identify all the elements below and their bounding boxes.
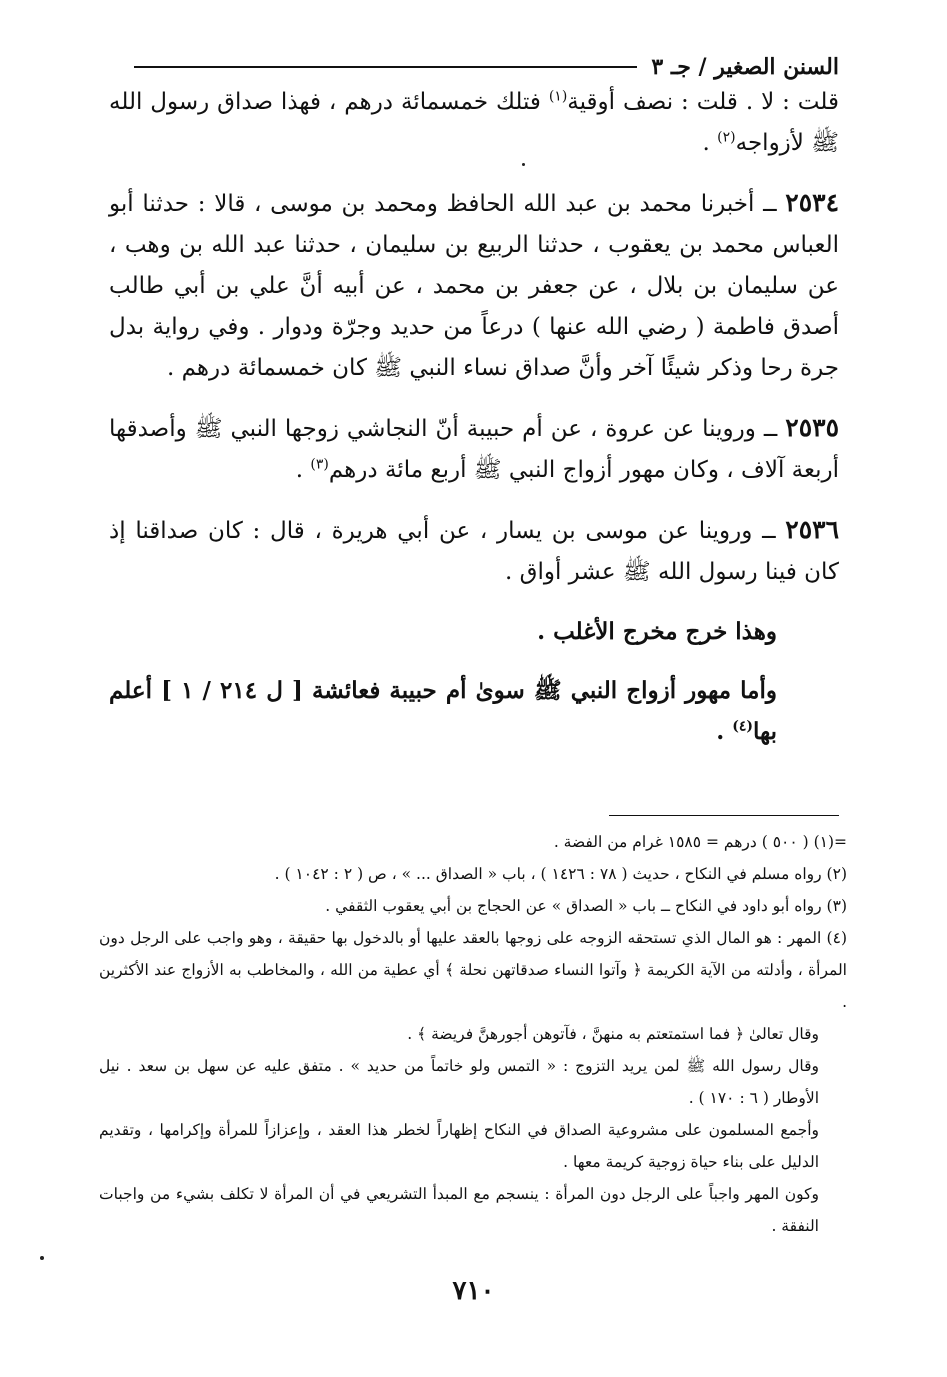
hadith-text: ــ وروينا عن عروة ، عن أم حبيبة أنّ النجاشي زوجها النبي ﷺ وأصدقها أربعة آلاف ، وكان مهور أزواج النبي ﷺ أربع مائة درهم bbox=[109, 416, 839, 483]
header-rule bbox=[134, 66, 637, 68]
footnote-4-consensus: وأجمع المسلمون على مشروعية الصداق في النكاح إظهاراً لخطر هذا العقد ، وإعزازاً للمرأة وإكرامها ، وتقديم الدليل على بناء حياة زوجية كريمة معها . bbox=[99, 1121, 819, 1171]
commentary-paragraph: وأما مهور أزواج النبي ﷺ سوىٰ أم حبيبة فعائشة [ ل ٢١٤ / ١ ] أعلم بها$^{(٤)}$ . bbox=[109, 677, 777, 745]
footnote-2: (٢) رواه مسلم في النكاح ، حديث ( ٧٨ : ١٤٢٦ ) ، باب « الصداق ... » ، ص ( ٢ : ١٠٤٢ ) . bbox=[274, 865, 847, 883]
commentary-line: وهذا خرج مخرج الأغلب . bbox=[537, 618, 777, 645]
scan-speck bbox=[522, 163, 525, 166]
paragraph-continuation: قلت : لا . قلت : نصف أوقية$^{(١)}$ فتلك خمسمائة درهم ، فهذا صداق رسول الله ﷺ لأزواجه$^{(٢)}$ . bbox=[109, 88, 839, 156]
footnote-ref-4: (٤) bbox=[732, 718, 753, 735]
footnote-rule bbox=[609, 815, 839, 816]
hadith-text: ــ أخبرنا محمد بن عبد الله الحافظ ومحمد بن موسى ، قالا : حدثنا أبو العباس محمد بن يعقوب ، حدثنا الربيع بن سليمان ، حدثنا عبد الله بن وهب ، عن سليمان بن بلال ، عن جعفر بن محمد ، عن أبيه أنَّ علي بن أبي طالب أصدق فاطمة ( رضي الله عنها ) درعاً من حديد وجرّة ودوار . وفي رواية بدل جرة رحا وذكر شيئًا آخر وأنَّ صداق نساء النبي ﷺ كان خمسمائة درهم . bbox=[109, 191, 839, 381]
hadith-number: ٢٥٣٥ bbox=[785, 413, 839, 442]
footnote-4-quran: وقال تعالىٰ ﴿ فما استمتعتم به منهنَّ ، فآتوهن أجورهنَّ فريضة ﴾ . bbox=[407, 1025, 819, 1043]
footnote-4: (٤) المهر : هو المال الذي تستحقه الزوجه على زوجها بالعقد عليها أو بالدخول بها حقيقة ، وهو واجب على الرجل دون المرأة ، وأدلته من الآية الكريمة ﴿ وآتوا النساء صدقاتهن نحلة ﴾ أي عطية من الله ، والمخاطب به الأزواج عند الأكثرين . bbox=[99, 929, 847, 1011]
hadith-number: ٢٥٣٤ bbox=[785, 188, 839, 217]
running-header bbox=[134, 50, 839, 84]
footnote-3: (٣) رواه أبو داود في النكاح ــ باب « الصداق » عن الحجاج بن أبي يعقوب الثقفي . bbox=[325, 897, 847, 915]
book-title: السنن الصغير / جـ ٣ bbox=[651, 54, 839, 80]
hadith-2535: ٢٥٣٥ ــ وروينا عن عروة ، عن أم حبيبة أنّ النجاشي زوجها النبي ﷺ وأصدقها أربعة آلاف ، وكان مهور أزواج النبي ﷺ أربع مائة درهم$^{(٣)}$ . bbox=[109, 413, 839, 483]
footnote-1: =(١) ( ٥٠٠ ) درهم = ١٥٨٥ غرام من الفضة . bbox=[553, 833, 847, 851]
footnote-ref-2: (٢) bbox=[717, 129, 736, 146]
footnote-ref-1: (١) bbox=[548, 88, 568, 105]
hadith-2534 bbox=[109, 182, 839, 389]
page-number: ٧١٠ bbox=[452, 1276, 495, 1306]
footnotes bbox=[99, 826, 847, 1242]
hadith-text: ــ وروينا عن موسى بن يسار ، عن أبي هريرة ، قال : كان صداقنا إذ كان فينا رسول الله ﷺ عشر أواق . bbox=[109, 518, 839, 585]
footnote-4-hadith: وقال رسول الله ﷺ لمن يريد التزوج : « التمس ولو خاتماً من حديد » . متفق عليه عن سهل بن سعد . نيل الأوطار ( ٦ : ١٧٠ ) . bbox=[99, 1057, 819, 1107]
hadith-2536 bbox=[109, 509, 839, 593]
footnote-4-principle: وكون المهر واجباً على الرجل دون المرأة : ينسجم مع المبدأ التشريعي في أن المرأة لا تكلف بشيء من واجبات النفقة . bbox=[99, 1185, 819, 1235]
main-text bbox=[109, 82, 839, 752]
scan-speck bbox=[40, 1256, 44, 1260]
hadith-number: ٢٥٣٦ bbox=[785, 515, 839, 544]
footnote-ref-3: (٣) bbox=[310, 456, 329, 473]
